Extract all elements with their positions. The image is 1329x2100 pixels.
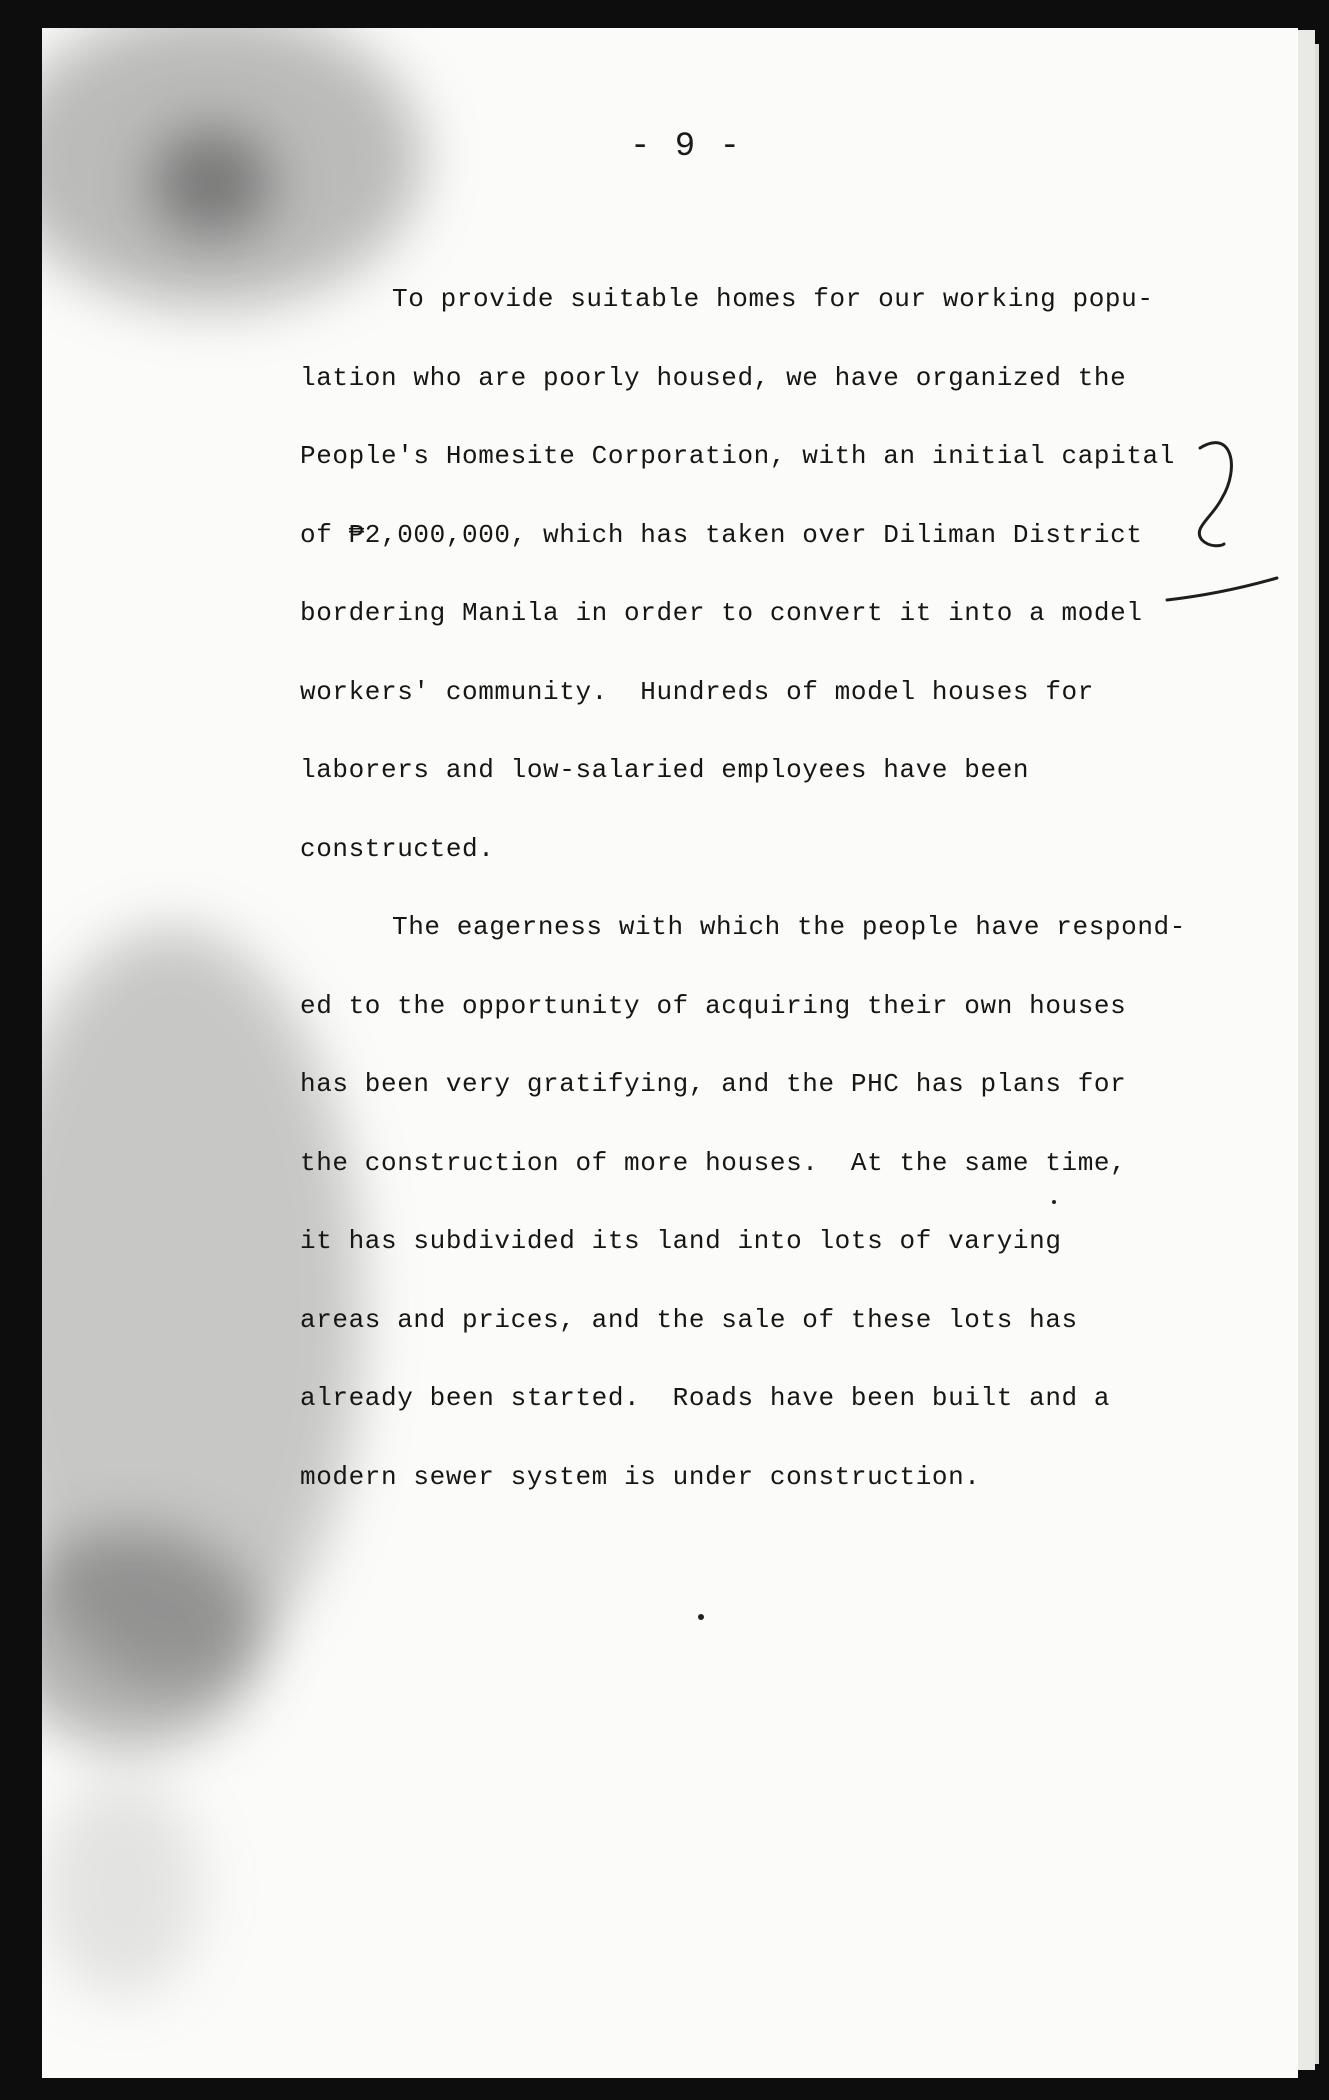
paragraph-1 (300, 260, 1180, 888)
text-line: lation who are poorly housed, we have organized the (300, 362, 1127, 393)
text-line: has been very gratifying, and the PHC has plans for (300, 1069, 1127, 1099)
text-line: The eagerness with which the people have respond- (392, 912, 1186, 942)
text-line: it has subdivided its land into lots of varying (300, 1226, 1062, 1256)
page-number: - 9 - (630, 128, 743, 166)
text-line: bordering Manila in order to convert it into a model (300, 598, 1143, 628)
handwritten-mark-icon (1162, 428, 1282, 628)
text-line: workers' community. Hundreds of model houses for (300, 676, 1094, 707)
text-line: already been started. Roads have been built and a (300, 1383, 1111, 1413)
text-line: modern sewer system is under construction. (300, 1461, 981, 1492)
document-page (42, 28, 1298, 2078)
text-line: constructed. (300, 833, 495, 864)
stain-left-bottom (42, 1778, 202, 1998)
text-line: of ₱2,000,000, which has taken over Diliman District (300, 519, 1143, 550)
text-line: the construction of more houses. At the same time, (300, 1147, 1127, 1178)
text-line: ed to the opportunity of acquiring their own houses (300, 990, 1127, 1021)
ink-dot (1052, 1200, 1056, 1204)
stain-left-lower (42, 1528, 262, 1748)
text-line: areas and prices, and the sale of these lots has (300, 1304, 1078, 1335)
stain-blot (152, 128, 272, 238)
body-text (300, 260, 1186, 1516)
text-line: laborers and low-salaried employees have been (300, 755, 1030, 785)
ink-dot (698, 1614, 704, 1620)
text-line: People's Homesite Corporation, with an initial capital (300, 441, 1175, 471)
paragraph-2 (300, 888, 1186, 1516)
text-line: To provide suitable homes for our working popu- (392, 284, 1154, 314)
